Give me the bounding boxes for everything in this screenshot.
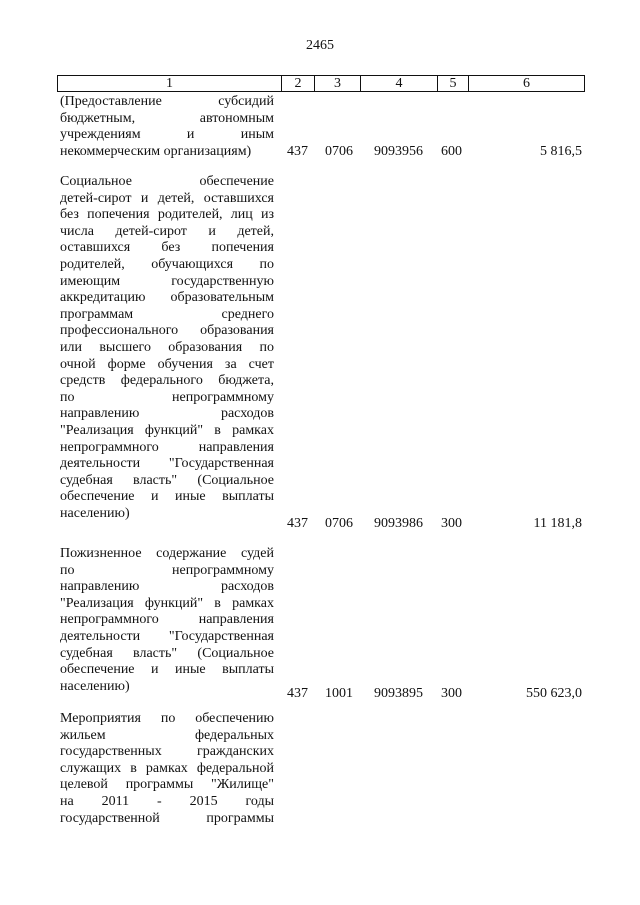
row-description bbox=[60, 546, 274, 695]
description-line: имеющим государственную bbox=[60, 273, 274, 289]
description-line: детей-сирот и детей, оставшихся bbox=[60, 190, 274, 206]
header-col-6: 6 bbox=[468, 76, 584, 91]
header-col-2: 2 bbox=[281, 76, 314, 91]
description-line: профессионального образования bbox=[60, 323, 274, 339]
target-article-code: 9093986 bbox=[374, 516, 423, 531]
description-line: аккредитацию образовательным bbox=[60, 290, 274, 306]
description-line: непрограммного направления bbox=[60, 612, 274, 628]
description-line: государственных гражданских bbox=[60, 744, 274, 760]
expense-type-code: 600 bbox=[441, 144, 462, 159]
description-line: целевой программы "Жилище" bbox=[60, 777, 274, 793]
description-line: Мероприятия по обеспечению bbox=[60, 711, 274, 726]
description-line: судебная власть" (Социальное bbox=[60, 645, 274, 661]
description-line: Пожизненное содержание судей bbox=[60, 546, 274, 561]
header-col-1: 1 bbox=[166, 75, 173, 91]
row-codes bbox=[57, 516, 585, 533]
description-line: служащих в рамках федеральной bbox=[60, 760, 274, 776]
expense-type-code: 300 bbox=[441, 686, 462, 701]
header-col-3: 3 bbox=[314, 76, 360, 91]
amount: 550 623,0 bbox=[526, 686, 582, 701]
description-line: судебная власть" (Социальное bbox=[60, 472, 274, 488]
description-line: населению) bbox=[60, 505, 130, 521]
section-code: 0706 bbox=[325, 144, 353, 159]
description-line: (Предоставление субсидий bbox=[60, 94, 274, 109]
description-line: направлению расходов bbox=[60, 579, 274, 595]
header-col-5: 5 bbox=[437, 76, 468, 91]
description-line: обеспечение и иные выплаты bbox=[60, 662, 274, 678]
description-line: очной форме обучения за счет bbox=[60, 356, 274, 372]
description-line: "Реализация функций" в рамках bbox=[60, 595, 274, 611]
description-line: деятельности "Государственная bbox=[60, 628, 274, 644]
description-line: средств федерального бюджета, bbox=[60, 373, 274, 389]
description-line: бюджетным, автономным bbox=[60, 110, 274, 126]
target-article-code: 9093895 bbox=[374, 686, 423, 701]
expense-type-code: 300 bbox=[441, 516, 462, 531]
description-line: числа детей-сирот и детей, bbox=[60, 223, 274, 239]
description-line: или высшего образования по bbox=[60, 339, 274, 355]
page-number: 2465 bbox=[306, 38, 334, 53]
description-line: непрограммного направления bbox=[60, 439, 274, 455]
ministry-code: 437 bbox=[287, 144, 308, 159]
description-line: деятельности "Государственная bbox=[60, 456, 274, 472]
ministry-code: 437 bbox=[287, 686, 308, 701]
header-col-4: 4 bbox=[360, 76, 437, 91]
row-description bbox=[60, 711, 274, 827]
description-line: родителей, обучающихся по bbox=[60, 256, 274, 272]
description-line: на 2011 - 2015 годы bbox=[60, 793, 274, 809]
section-code: 0706 bbox=[325, 516, 353, 531]
description-line: жильем федеральных bbox=[60, 727, 274, 743]
description-line: государственной программы bbox=[60, 810, 274, 826]
description-line: программам среднего bbox=[60, 306, 274, 322]
row-description bbox=[60, 174, 274, 522]
description-line: направлению расходов bbox=[60, 406, 274, 422]
amount: 5 816,5 bbox=[540, 144, 582, 159]
amount: 11 181,8 bbox=[533, 516, 582, 531]
description-line: населению) bbox=[60, 678, 130, 694]
description-line: Социальное обеспечение bbox=[60, 174, 274, 189]
row-codes bbox=[57, 144, 585, 161]
table-header-row bbox=[57, 75, 585, 92]
description-line: учреждениям и иным bbox=[60, 127, 274, 143]
description-line: некоммерческим организациям) bbox=[60, 143, 252, 159]
section-code: 1001 bbox=[325, 686, 353, 701]
ministry-code: 437 bbox=[287, 516, 308, 531]
description-line: обеспечение и иные выплаты bbox=[60, 489, 274, 505]
row-codes bbox=[57, 686, 585, 703]
description-line: "Реализация функций" в рамках bbox=[60, 422, 274, 438]
description-line: по непрограммному bbox=[60, 389, 274, 405]
description-line: по непрограммному bbox=[60, 562, 274, 578]
target-article-code: 9093956 bbox=[374, 144, 423, 159]
description-line: без попечения родителей, лиц из bbox=[60, 207, 274, 223]
description-line: оставшихся без попечения bbox=[60, 240, 274, 256]
